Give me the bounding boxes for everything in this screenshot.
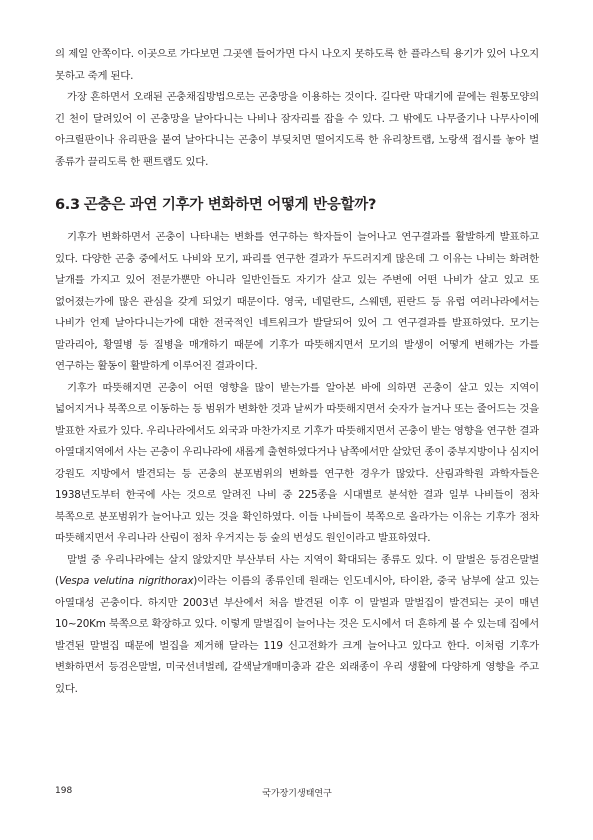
- wasp-text-before: 말벌 중 우리나라에는 살지 않았지만 부산부터 사는 지역이 확대되는 종류도 있다. 이 말벌은 등검은말벌(: [55, 553, 539, 587]
- section-title: 곤충은 과연 기후가 변화하면 어떻게 반응할까?: [83, 197, 377, 213]
- wasp-text-after: )이라는 이름의 종류인데 원래는 인도네시아, 타이완, 중국 남부에 살고 있는 아열대성 곤충이다. 하지만 2003년 부산에서 처음 발견된 이후 이 말벌과 말벌집이 발견되는 곳이 매년 10~20Km 북쪽으로 확장하고 있다. 이렇게 말벌집이 늘어나는 것은 도시에서 더 흔하게 볼 수 있는데 집에서 발견된 말벌집 때문에 벌집을 제거해 달라는 119 신고전화가 크게 늘어나고 있다고 한다. 이처럼 기후가 변화하면서 등검은말벌, 미국선녀벌레, 갈색날개매미충과 같은 외래종이 우리 생활에 다양하게 영향을 주고 있다.: [55, 575, 539, 695]
- section-heading: [55, 195, 539, 215]
- section-number: 6.3: [55, 197, 80, 213]
- paragraph-distribution-change: 기후가 따뜻해지면 곤충이 어떤 영향을 많이 받는가를 알아본 바에 의하면 곤충이 살고 있는 지역이 넓어지거나 북쪽으로 이동하는 등 범위가 변화한 것과 날씨가 따뜻해지면서 숫자가 늘거나 또는 줄어드는 것을 발표한 자료가 있다. 우리나라에서도 외국과 마찬가지로 기후가 따뜻해지면서 곤충이 받는 영향을 연구한 결과 아열대지역에서 사는 곤충이 우리나라에 새롭게 출현하였다거나 남쪽에서만 살았던 종이 중부지방이나 심지어 강원도 지방에서 발견되는 등 곤충의 분포범위의 변화를 연구한 경우가 많았다. 산림과학원 과학자들은 1938년도부터 한국에 사는 것으로 알려진 나비 중 225종을 시대별로 분석한 결과 일부 나비들이 점차 북쪽으로 분포범위가 늘어나고 있는 것을 확인하였다. 이들 나비들이 북쪽으로 올라가는 이유는 기후가 점차 따뜻해지면서 우리나라 산림이 점차 우거지는 등 숲의 번성도 원인이라고 발표하였다.: [55, 381, 539, 544]
- paragraph-wasp: [55, 550, 539, 701]
- page-number: 198: [55, 786, 73, 796]
- paragraph-research-overview: 기후가 변화하면서 곤충이 나타내는 변화를 연구하는 학자들이 늘어나고 연구결과를 활발하게 발표하고 있다. 다양한 곤충 중에서도 나비와 모기, 파리를 연구한 결과가 두드러지게 많은데 그 이유는 나비는 화려한 날개를 가지고 있어 전문가뿐만 아니라 일반인들도 자기가 살고 있는 주변에 어떤 나비가 살고 있고 또 없어졌는가에 많은 관심을 갖게 되었기 때문이다. 영국, 네덜란드, 스웨덴, 핀란드 등 유럽 여러나라에서는 나비가 언제 날아다니는가에 대한 전국적인 네트워크가 발달되어 있어 그 연구결과를 발표하였다. 모기는 말라리아, 황열병 등 질병을 매개하기 때문에 기후가 따뜻해지면서 모기의 발생이 어떻게 변해가는 가를 연구하는 활동이 활발하게 이루어진 결과이다.: [55, 231, 539, 372]
- paragraph-collection-methods: 가장 흔하면서 오래된 곤충채집방법으로는 곤충망을 이용하는 것이다. 길다란 막대기에 끝에는 원통모양의 긴 천이 달려있어 이 곤충망을 날아다니는 나비나 잠자리를 잡을 수 있다. 그 밖에도 나무줄기나 나무사이에 아크릴판이나 유리판을 붙여 날아다니는 곤충이 부딪치면 떨어지도록 한 유리창트랩, 노랑색 접시를 놓아 벌 종류가 끌리도록 한 팬트랩도 있다.: [55, 91, 539, 168]
- scientific-name: Vespa velutina nigrithorax: [58, 575, 194, 587]
- page-footer: [55, 786, 539, 800]
- body-content: [55, 44, 539, 700]
- running-title: 국가장기생태연구: [262, 789, 332, 799]
- paragraph-continued: 의 제일 안쪽이다. 이곳으로 가다보면 그곳엔 들어가면 다시 나오지 못하도록 한 플라스틱 용기가 있어 나오지 못하고 죽게 된다.: [55, 48, 539, 82]
